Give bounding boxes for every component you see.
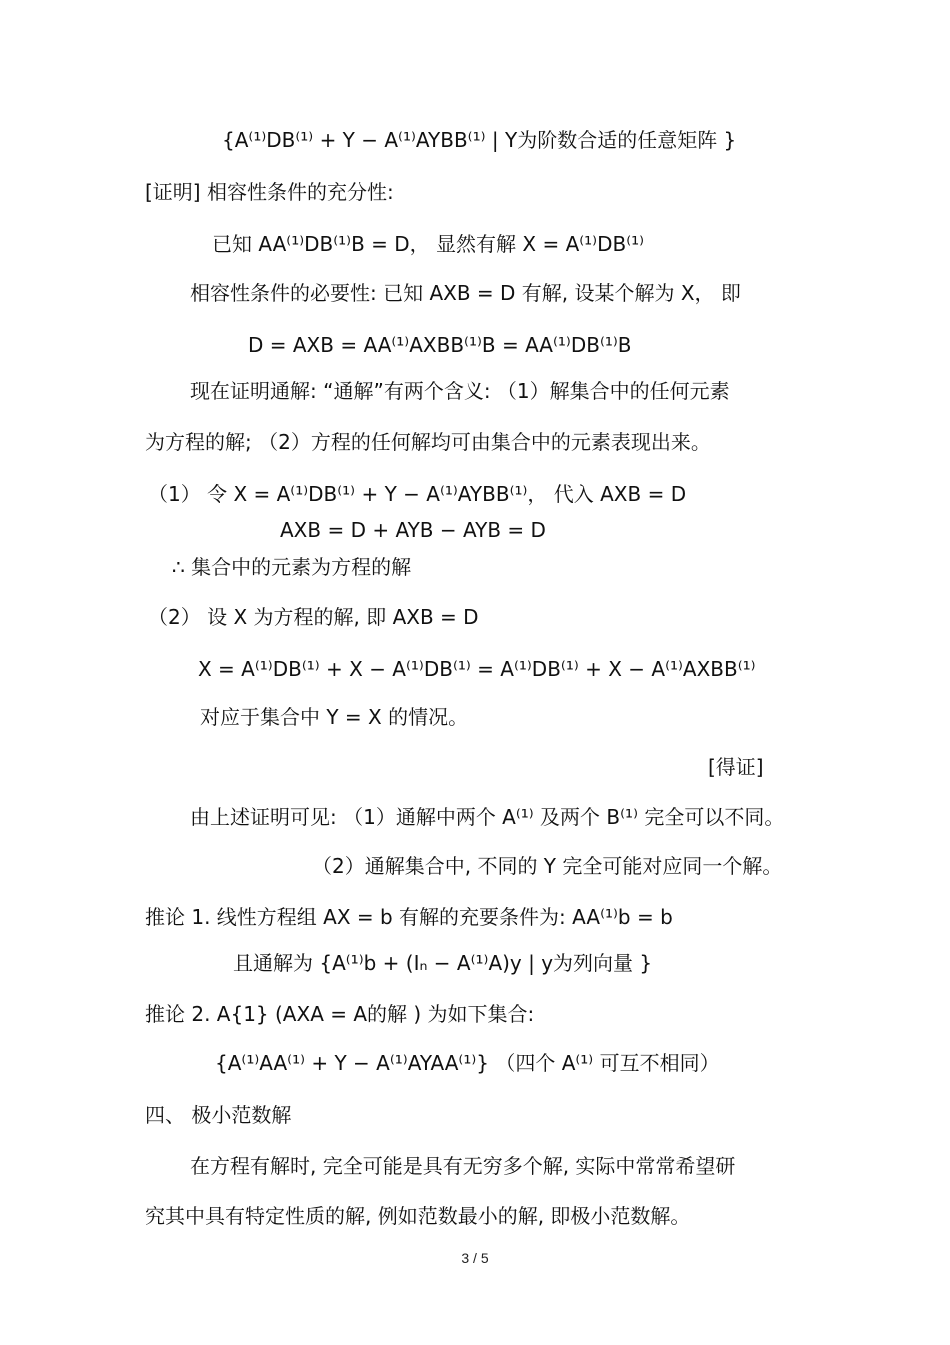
corollary-1-solution: 且通解为 {A⁽¹⁾b + (Iₙ − A⁽¹⁾A)y | y为列向量 } [233,951,653,975]
therefore-line: ∴ 集合中的元素为方程的解 [172,555,412,579]
corollary-2-set: {A⁽¹⁾AA⁽¹⁾ + Y − A⁽¹⁾AYAA⁽¹⁾} （四个 A⁽¹⁾ 可互不相同） [215,1051,720,1075]
paragraph-min-norm-2: 究其中具有特定性质的解, 例如范数最小的解, 即极小范数解。 [145,1204,691,1228]
page-number: 3 / 5 [461,1250,489,1266]
sufficiency-line: 已知 AA⁽¹⁾DB⁽¹⁾B = D， 显然有解 X = A⁽¹⁾DB⁽¹⁾ [212,232,645,256]
step-1-line: （1） 令 X = A⁽¹⁾DB⁽¹⁾ + Y − A⁽¹⁾AYBB⁽¹⁾， 代入 AXB = D [148,482,687,506]
section-heading-4: 四、 极小范数解 [145,1103,292,1127]
necessity-line: 相容性条件的必要性: 已知 AXB = D 有解, 设某个解为 X， 即 [190,281,741,305]
remark-2: （2）通解集合中, 不同的 Y 完全可能对应同一个解。 [312,854,783,878]
formula-general-solution: {A⁽¹⁾DB⁽¹⁾ + Y − A⁽¹⁾AYBB⁽¹⁾ | Y为阶数合适的任意矩阵 } [222,128,737,152]
paragraph-general-solution-2: 为方程的解; （2）方程的任何解均可由集合中的元素表现出来。 [145,430,711,454]
proof-heading: [证明] 相容性条件的充分性: [145,180,394,204]
corollary-2: 推论 2. A{1} (AXA = A的解 ) 为如下集合: [145,1002,535,1026]
step-2-line: （2） 设 X 为方程的解, 即 AXB = D [148,605,479,629]
correspondence-line: 对应于集合中 Y = X 的情况。 [200,705,469,729]
formula-x-equals: X = A⁽¹⁾DB⁽¹⁾ + X − A⁽¹⁾DB⁽¹⁾ = A⁽¹⁾DB⁽¹⁾ + X − A⁽¹⁾AXBB⁽¹⁾ [198,657,756,681]
corollary-1: 推论 1. 线性方程组 AX = b 有解的充要条件为: AA⁽¹⁾b = b [145,905,673,929]
formula-axb: AXB = D + AYB − AYB = D [280,518,546,542]
formula-d-equals: D = AXB = AA⁽¹⁾AXBB⁽¹⁾B = AA⁽¹⁾DB⁽¹⁾B [248,333,632,357]
paragraph-general-solution-1: 现在证明通解: “通解”有两个含义: （1）解集合中的任何元素 [190,379,730,403]
qed-mark: [得证] [708,755,764,779]
remark-1: 由上述证明可见: （1）通解中两个 A⁽¹⁾ 及两个 B⁽¹⁾ 完全可以不同。 [190,805,785,829]
paragraph-min-norm-1: 在方程有解时, 完全可能是具有无穷多个解, 实际中常常希望研 [190,1154,736,1178]
